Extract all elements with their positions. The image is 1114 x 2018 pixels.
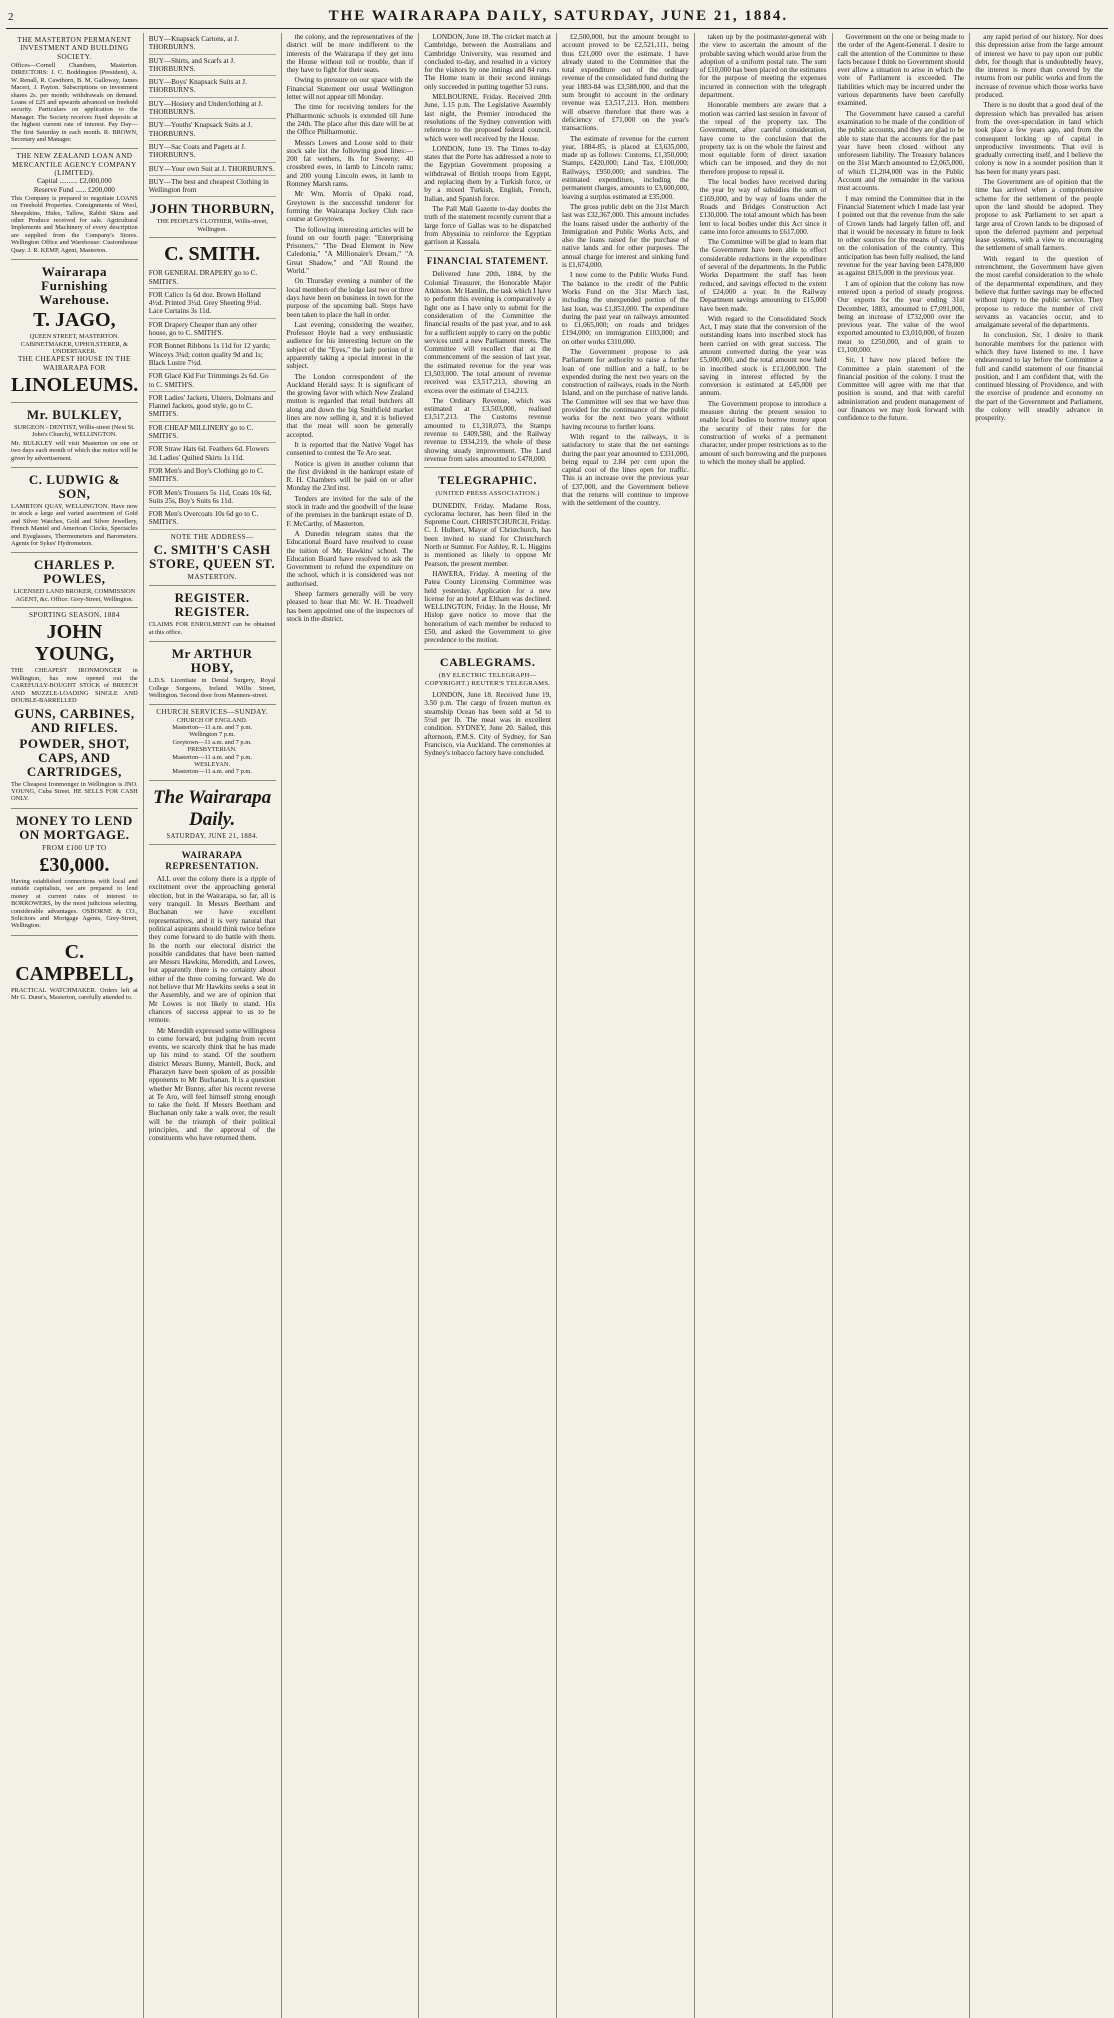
article-paragraph: There is no doubt that a good deal of the depression which has prevailed has arisen from the over-speculation in land which took place a few years ago, and from the consequent locking up of capital in unproductive investments. That evil is gradually correcting itself, and I believe the colony is now in a sounder position than it has been for many years past. bbox=[975, 101, 1103, 176]
editorial-title: WAIRARAPA REPRESENTATION. bbox=[165, 850, 259, 872]
cablegrams-title: CABLEGRAMS. bbox=[439, 654, 536, 669]
list-item: FOR Bonnet Ribbons 1s 11d for 12 yards; Winceys 3¾d; cotton quality 9d and 1s; Black Lustre 7½d. bbox=[149, 340, 276, 370]
ad-text-2: Mr. BULKLEY will visit Masterton on one or two days each month of which due notice will be given by advertisement. bbox=[11, 439, 138, 462]
list-item: FOR Men's Overcoats 10s 6d go to C. SMITH'S. bbox=[149, 508, 276, 530]
ad-name: C. SMITH. bbox=[164, 243, 261, 266]
article-paragraph: DUNEDIN, Friday. Madame Ross, cyclorama lecturer, has been filed in the Supreme Court. CHRISTCHURCH, Friday. C. J. Hulbert, Mayor of Christchurch, has been invited to stand for Christchurch North or Sumner. For Ashley, R. L. Higgins is mentioned as likely to oppose Mr Pearson, the present member. bbox=[424, 501, 551, 568]
list-item: BUY—Youths' Knapsack Suits at J. THORBURN'S. bbox=[149, 119, 276, 141]
article-paragraph: The Pall Mall Gazette to-day doubts the truth of the statement recently current that a large force of Gallas was to be dispatched from Abyssinia to reinforce the Egyptian garrison at Kassala. bbox=[424, 204, 551, 247]
thorburn-ads bbox=[149, 33, 276, 197]
article-paragraph: Delivered June 20th, 1884, by the Colonial Treasurer, the Honorable Major Atkinson. Mr Hamlin, the task which I have to perform this evening is comparatively a light one as I have only to submit for the consideration of the Committee the financial results of the past year, and to ask for a sufficient supply to carry on the public services until a new Parliament meets. The Committee will recollect that at the commencement of the session of last year, the estimated revenue for the year was £3,503,000. The total amount of revenue received was £3,517,213, showing an excess over the estimate of £14,213. bbox=[424, 270, 552, 395]
list-item: Masterton—11 a.m. and 7 p.m. bbox=[172, 724, 252, 732]
ad-title: THE NEW ZEALAND LOAN AND MERCANTILE AGENCY COMPANY (LIMITED). bbox=[12, 152, 137, 177]
ad-text: CLAIMS FOR ENROLMENT can be obtained at this office. bbox=[148, 621, 276, 636]
ad-title: Wairarapa Furnishing Warehouse. bbox=[39, 264, 110, 308]
ad-name: C. CAMPBELL, bbox=[15, 940, 134, 985]
article-paragraph: taken up by the postmaster-general with the view to ascertain the amount of the probable saving which would arise from the adoption of a uniform postal rate. The sum of £10,000 has been placed on the estimates for the purpose of meeting the expenses incurred in connection with the telegraph department. bbox=[699, 33, 827, 100]
article-paragraph: With regard to the railways, it is satisfactory to state that the net earnings during the past year amounted to £331,000, being equal to 2.84 per cent upon the capital cost of the lines open for traffic. This is an increase over the previous year of £37,000, and the Government believe that the returns will continue to improve with the settlement of the country. bbox=[562, 432, 689, 508]
article-paragraph: A Dunedin telegram states that the Educational Board have resolved to cease the tuition of Mr. Hawkins' school. The Education Board have resolved to ask the Government to refund the expenditure on the school, which it is considered was not authorised. bbox=[286, 529, 414, 588]
ad-powles bbox=[11, 553, 138, 608]
ad-line: QUEEN STREET, MASTERTON. CABINETMAKER, UPHOLSTERER, & UNDERTAKER. bbox=[20, 333, 128, 355]
ad-title: MONEY TO LEND ON MORTGAGE. bbox=[15, 812, 133, 842]
list-item: BUY—Knapsack Cartons, at J. THORBURN'S. bbox=[149, 33, 276, 55]
list-item: Masterton—11 a.m. and 7 p.m. bbox=[172, 753, 252, 761]
article-paragraph: Last evening, considering the weather, Professor Hoyle had a very enthusiastic audience for his interesting lecture on the subject of the "Eyes," the lady portion of it apparently taking a special interest in the subject. bbox=[286, 320, 414, 371]
article-paragraph: I am of opinion that the colony has now entered upon a period of steady progress. Our exports for the year ending 31st December, 1883, amounted to £7,091,000, being an increase of £732,000 over the previous year. The value of the wool exported amounted to £3,010,000, of frozen meat to £250,000, and of grain to £1,100,000. bbox=[837, 279, 965, 354]
ad-name: Mr ARTHUR HOBY, bbox=[171, 646, 253, 676]
ad-title: REGISTER. REGISTER. bbox=[174, 590, 250, 620]
article-paragraph: The following interesting articles will be found on our fourth page: "Enterprising Prisoners," "The Dead Element in New Caledonia," "A Millionaire's Dream," "A Great Shadow," and "All Round the World." bbox=[286, 225, 414, 276]
article-paragraph: The time for receiving tenders for the Philharmonic schools is extended till June the 24th. The place after this date will be at the Office Philharmonic. bbox=[286, 103, 414, 137]
article-paragraph: HAWERA, Friday. A meeting of the Patea County Licensing Committee was held yesterday. Application for a new license for an hotel at Eltham was declined. WELLINGTON, Friday. In the House, Mr Hislop gave notice to move that the honorarium of each member be reduced to £50, and asked the Government to give precedence to the motion. bbox=[424, 569, 551, 645]
article-paragraph: Government on the one or being made to the order of the Agent-General. I desire to call the attention of the Committee to these facts because I think no Government should ever allow a situation to arise in which the vote of Parliament is exceeded. The liabilities which may be incurred under the various departments have been carefully examined. bbox=[837, 33, 965, 108]
divider bbox=[424, 467, 551, 468]
article-paragraph: The Government propose to ask Parliament for authority to raise a further loan of one million and a half, to be expended during the next two years on the construction of railways, roads in the North Island, and on the purchase of native lands. The Committee will see that we have thus provided for the continuance of the public works for the next two years without having recourse to further loans. bbox=[562, 347, 689, 431]
column-8 bbox=[970, 33, 1108, 2018]
article-paragraph: the colony, and the representatives of the district will be more indifferent to the interests of the Wairarapa if they get into the House without toil or trouble, than if they have to fight for their seats. bbox=[286, 33, 414, 75]
list-item: FOR Calico 1s 6d doz. Brown Holland 4½d. Printed 3½d. Grey Sheeting 9½d. Lace Curtains 3s 11d. bbox=[149, 289, 276, 319]
column-3 bbox=[282, 33, 420, 2018]
ad-register bbox=[149, 586, 276, 642]
article-paragraph: any rapid period of our history. Nor does this depression arise from the large amount of interest we have to pay upon our public debt, for though that is undoubtedly heavy, the interest is more than covered by the returns from our public works and from the increase of revenue which those works have produced. bbox=[975, 33, 1103, 100]
ad-name: C. LUDWIG & SON, bbox=[28, 471, 120, 501]
divider bbox=[424, 250, 551, 251]
ad-notice: NOTE THE ADDRESS— bbox=[170, 532, 254, 541]
ad-text: LAMBTON QUAY, WELLINGTON. Have now in stock a large and varied assortment of Gold and Silver Watches, Gold and Silver Jewellery, French Mantel and American Clocks, Spectacles and Eyeglasses, Thermometers and Barometers. Agents for Sykes' Hydrometers. bbox=[11, 502, 138, 547]
list-item: WESLEYAN. bbox=[194, 761, 231, 769]
article-paragraph: The Government have caused a careful examination to be made of the condition of the public accounts, and they are glad to be able to state that the accounts for the past year have been closed without any unforeseen liability. The Treasury balances on the 31st March amounted to £2,065,000, of which £1,204,000 was in the Public Account and the remainder in the various trust accounts. bbox=[837, 109, 965, 193]
list-item: Greytown—11 a.m. and 7 p.m. bbox=[172, 738, 252, 746]
article-paragraph: LONDON, June 19. The Times to-day states that the Porte has addressed a note to the Egyptian Government proposing a withdrawal of British troops from Egypt, and replacing them by a Turkish force, or by a mixed Turkish, English, French, Italian, and Spanish force. bbox=[424, 144, 551, 203]
ad-text: THE CHEAPEST IRONMONGER in Wellington, has now opened out the CAREFULLY-BOUGHT STOCK of BREECH AND MUZZLE-LOADING SINGLE AND DOUBLE-BARRELLED bbox=[11, 667, 138, 705]
list-item: FOR Glacé Kid Fur Trimmings 2s 6d. Go to C. SMITH'S. bbox=[149, 370, 276, 392]
masthead bbox=[6, 8, 1108, 29]
ad-capital: Capital .......... £2,000,000 bbox=[37, 177, 112, 186]
article-paragraph: LONDON, June 18. Received June 19, 3.50 p.m. The cargo of frozen mutton ex steamship Ocean has been sold at 5d to 5½d per lb. The meat was in excellent condition. SYDNEY, June 20. Sailed, this afternoon, P.M.S. City of Sydney, for San Francisco, via Auckland. The ceremonies at Sydney's tobacco factory have concluded. bbox=[424, 691, 551, 758]
ad-range: FROM £100 UP TO bbox=[42, 843, 107, 852]
cablegrams-sub: (BY ELECTRIC TELEGRAPH—COPYRIGHT.) REUTER'S TELEGRAMS. bbox=[424, 671, 551, 687]
list-item: Wellington 7 p.m. bbox=[189, 731, 236, 739]
ad-text: SURGEON - DENTIST, Willis-street (Next St. John's Church), WELLINGTON. bbox=[14, 423, 135, 439]
article-paragraph: I may remind the Committee that in the Financial Statement which I made last year I pointed out that the revenue from the sale of Crown lands had largely fallen off, and that it would be necessary in future to look to other sources for the means of carrying on the colonisation of the country. This anticipation has been fully realised, the land revenue for the year having been £478,000 as against £815,000 in the previous year. bbox=[837, 194, 965, 278]
ad-town: MASTERTON. bbox=[187, 572, 237, 581]
ad-text: Having established connections with local and outside capitalists, we are prepared to lend money at current rates of interest to BORROWERS, by the most judicious selecting, considerable advantages. OSBORNE & CO., Solicitors and Mortgage Agents, Grey-Street, Wellington. bbox=[11, 878, 138, 930]
ad-title: SPORTING SEASON, 1884 bbox=[28, 611, 120, 620]
ad-campbell bbox=[11, 936, 138, 1007]
article-paragraph: £2,500,000, but the amount brought to account proved to be £2,521,111, being thus £21,000 over the estimate. I have already stated to the Committee that the total expenditure out of the ordinary revenue of the consolidated fund during the year 1883-84 was £3,588,000, and that the sum brought to account in the ordinary revenue was £3,517,213. Hon. members will observe therefore that there was a deficiency of £71,000 on the year's transactions. bbox=[562, 33, 689, 133]
list-item: FOR Men's and Boy's Clothing go to C. SMITH'S. bbox=[149, 465, 276, 487]
masthead-title: THE WAIRARAPA DAILY, SATURDAY, JUNE 21, 1884. bbox=[328, 8, 789, 24]
article-paragraph: Honorable members are aware that a motion was carried last session in favour of the repeal of the property tax. The Government, after careful consideration, have come to the conclusion that the property tax is on the whole the fairest and most equitable form of direct taxation which can be imposed, and they do not therefore propose to repeal it. bbox=[699, 101, 827, 176]
ad-sporting bbox=[11, 608, 138, 809]
list-item: FOR GENERAL DRAPERY go to C. SMITH'S. bbox=[149, 267, 276, 289]
ad-text: L.D.S. Licentiate in Dental Surgery, Royal College Surgeons, Ireland. Willis Street, Wellington. Second door from Manners-street. bbox=[148, 677, 276, 699]
ad-powder: POWDER, SHOT, CAPS, AND CARTRIDGES, bbox=[19, 735, 130, 779]
ad-building-society bbox=[11, 33, 138, 149]
article-paragraph: The Government are of opinion that the time has arrived when a comprehensive scheme for the settlement of the people upon the land should be adopted. They propose to ask Parliament to set apart a large area of Crown lands to be disposed of upon the deferred payment and perpetual lease systems, with a view to encouraging the settlement of small farmers. bbox=[975, 178, 1103, 253]
ad-dentist bbox=[11, 403, 138, 468]
church-title: CHURCH SERVICES—SUNDAY. bbox=[156, 708, 268, 717]
list-item: BUY—Sac Coats and Pagets at J. THORBURN'S. bbox=[149, 141, 276, 163]
article-paragraph: The London correspondent of the Auckland Herald says: It is significant of the growing favor with which New Zealand mutton is regarded that retail butchers all along and down the big Smithfield market lines are now selling it, and it is believed that the meat will soon be generally accepted. bbox=[286, 372, 414, 439]
list-item: FOR CHEAP MILLINERY go to C. SMITH'S. bbox=[149, 422, 276, 444]
column-4 bbox=[419, 33, 557, 2018]
ad-hoby bbox=[149, 642, 276, 705]
ad-name: Mr. BULKLEY, bbox=[26, 406, 122, 422]
article-paragraph: Notice is given in another column that the first dividend in the bankrupt estate of R. H. Chambers will be paid on or after Monday the 23rd inst. bbox=[286, 459, 414, 493]
columns bbox=[6, 33, 1108, 2018]
ad-name: JOHN THORBURN, bbox=[149, 201, 275, 217]
telegraphic-sub: (UNITED PRESS ASSOCIATION.) bbox=[435, 490, 540, 498]
list-item: Masterton—11 a.m. and 7 p.m. bbox=[172, 768, 252, 776]
article-paragraph: LONDON, June 18. The cricket match at Cambridge, between the Australians and Cambridge University, was resumed and concluded to-day, and resulted in a victory for the visitors by one innings and 84 runs. The Home team in their second innings only succeeded in putting together 53 runs. bbox=[424, 33, 551, 91]
column-2 bbox=[144, 33, 282, 2018]
list-item: BUY—Hosiery and Underclothing at J. THORBURN'S. bbox=[149, 98, 276, 120]
article-paragraph: Tenders are invited for the sale of the stock in trade and the goodwill of the lease of the premises in the bankrupt estate of D. F. McCarthy, of Masterton. bbox=[286, 494, 414, 528]
article-paragraph: With regard to the Consolidated Stock Act, I may state that the conversion of the outstanding loans into inscribed stock has been carried on with great success. The amount converted during the year was £5,000,000, and the total amount now held in inscribed stock is £13,000,000. The saving in interest effected by the conversion is estimated at £45,000 per annum. bbox=[699, 314, 827, 398]
ad-text: This Company is prepared to negotiate LOANS on Freehold Properties. Consignments of Wool, Sheepskins, Hides, Tallow, Rabbit Skins and other Produce received for sale. Agricultural Implements and Machinery of every description are supplied from the Company's Stores. Wellington Office and Warehouse: Customhouse Quay. J. R. KEMP, Agent, Masterton. bbox=[11, 194, 138, 254]
article-paragraph: Messrs Lowes and Loose sold to their stock sale list the following good lines:—200 fat wethers, 8s for Sweeny; 40 crossbred ewes, in lamb to Lincoln rams; and 200 young Lincoln ewes, in lamb to Romney Marsh rams. bbox=[286, 138, 414, 189]
column-1 bbox=[6, 33, 144, 2018]
article-paragraph: Mr Wm. Morris of Opaki road, Greytown is the successful tenderer for forming the Wairarapa Jockey Club race course at Greytown. bbox=[286, 190, 414, 224]
list-item: CHURCH OF ENGLAND. bbox=[176, 716, 248, 724]
list-item: FOR Drapery Cheaper than any other house, go to C. SMITH'S. bbox=[149, 319, 276, 341]
ad-text: Offices—Cornell Chambers, Masterton. DIRECTORS: J. C. Boddington (President), A. W. Renall, R. Cawthorn, B. M. Galloway, James Maceri, J. Payton. Subscriptions on investment shares 2s. per month; withdrawals on demand. Loans of £25 and upwards advanced on freehold security. Particulars on application to the Manager. The Society receives fixed deposits at the highest current rate of interest. Pay Day—The first Saturday in each month. R. BROWN, Secretary and Manager. bbox=[11, 61, 138, 143]
ad-name: JOHN YOUNG, bbox=[34, 621, 115, 666]
ad-name: CHARLES P. POWLES, bbox=[33, 557, 115, 587]
financial-statement-title: FINANCIAL STATEMENT. bbox=[426, 256, 549, 267]
ad-ludwig bbox=[11, 468, 138, 553]
ad-sub: THE PEOPLE'S CLOTHIER, Willis-street, Wellington. bbox=[156, 218, 268, 233]
list-item: BUY—Shirts, and Scarfs at J. THORBURN'S. bbox=[149, 55, 276, 77]
masthead-spacer bbox=[1103, 11, 1106, 23]
article-paragraph: In conclusion, Sir, I desire to thank honorable members for the patience with which they have listened to me. I have endeavoured to lay before the Committee a full and candid statement of our financial position, and I am confident that, with the continued blessing of Providence, and with the exercise of prudence and economy on the part of the Government and Parliament, the colony will steadily advance in prosperity. bbox=[975, 331, 1103, 423]
paper-name: The Wairarapa Daily. bbox=[153, 786, 272, 830]
list-item: BUY—Boys' Knapsack Suits at J. THORBURN'S. bbox=[149, 76, 276, 98]
article-paragraph: MELBOURNE, Friday. Received 20th June, 1.15 p.m. The Legislative Assembly last night, the Premier introduced the resolutions of the Sydney convention with reference to the proposed federal council, which were well received by the House. bbox=[424, 93, 551, 143]
list-item: FOR Ladies' Jackets, Ulsters, Dolmans and Flannel Jackets, good style, go to C. SMITH'S. bbox=[149, 392, 276, 422]
ad-title: THE MASTERTON PERMANENT INVESTMENT AND BUILDING SOCIETY. bbox=[17, 36, 132, 61]
article-paragraph: The Committee will be glad to learn that the Government have been able to effect considerable reductions in the expenditure of several of the departments. In the Public Works Department the staff has been reduced, and savings effected to the extent of £24,000 a year. In the Railway Department savings amounting to £15,000 have been made. bbox=[699, 238, 827, 313]
ad-loan-agency bbox=[11, 149, 138, 260]
article-paragraph: On Thursday evening a number of the local members of the lodge last two or three days have been on business in town for the purpose of the upcoming ball. Steps have been taken to place the hall in order. bbox=[286, 277, 414, 319]
list-item: FOR Straw Hats 6d. Feathers 6d. Flowers 3d. Ladies' Quilted Skirts 1s 11d. bbox=[149, 443, 276, 465]
telegraphic-title: TELEGRAPHIC. bbox=[438, 473, 538, 488]
list-item: BUY—Your own Suit at J. THORBURN'S. bbox=[149, 163, 276, 176]
ad-tail: The Cheapest Ironmonger in Wellington is JNO. YOUNG, Cuba Street. HE SELLS FOR CASH ONLY. bbox=[11, 780, 138, 803]
column-6 bbox=[695, 33, 833, 2018]
ad-reserve: Reserve Fund ...... £200,000 bbox=[33, 185, 115, 194]
ad-guns: GUNS, CARBINES, AND RIFLES. bbox=[14, 705, 135, 735]
article-paragraph: It is reported that the Native Vogel has consented to contest the Te Aro seat. bbox=[286, 440, 414, 458]
editorial-text: ALL over the colony there is a ripple of excitement over the approaching general election, but in the Wairarapa, so far, all is very tranquil. In Messrs Beetham and Buchanan we have excellent representatives, and it is very natural that political aspirants should think twice before they come forward to do battle with them. In the north our electoral district the possible candidates that have been named are Messrs Hawkins, Meredith, and Lowes, but apparently there is no certainty about either of the three coming forward. We do not believe that Mr Hawkins seeks a seat in the Assembly, and we are of opinion that Mr Lowes is not likely to stand. His chances of success appear to us to be remote. bbox=[148, 875, 276, 1025]
list-item: PRESBYTERIAN. bbox=[187, 746, 237, 754]
article-paragraph: The gross public debt on the 31st March last was £32,367,000. This amount includes the loans raised under the authority of the Immigration and Public Works Acts, and also the loans raised for the purchase of native lands and for other purposes. The annual charge for interest and sinking fund is £1,674,000. bbox=[562, 202, 689, 270]
ad-name: T. JAGO, bbox=[33, 309, 116, 332]
ad-text: PRACTICAL WATCHMAKER. Orders left at Mr G. Dunn's, Masterton, carefully attended to. bbox=[11, 986, 138, 1002]
article-paragraph: The local bodies have received during the year by way of subsidies the sum of £169,000, and by way of loans under the Roads and Bridges Construction Act £130,000. The total amount which has been lent to local bodies under this Act since it came into force amounts to £617,000. bbox=[699, 178, 827, 236]
ad-house: THE CHEAPEST HOUSE IN THE WAIRARAPA FOR bbox=[17, 355, 131, 372]
article-paragraph: Sir, I have now placed before the Committee a plain statement of the financial position of the colony. I trust the Committee will agree with me that that position is sound, and that with careful administration and prudent management of our finances we may look forward with confidence to the future. bbox=[837, 356, 965, 423]
list-item: FOR Men's Trousers 5s 11d, Coats 10s 6d, Suits 25s, Boy's Suits 6s 11d. bbox=[149, 487, 276, 509]
ad-smith bbox=[149, 238, 276, 586]
article-paragraph: With regard to the question of retrenchment, the Government have given the most careful consideration to the whole of the departmental expenditure, and they believe that further savings may be effected without injury to the public service. They propose to reduce the number of civil servants as vacancies occur, and to amalgamate several of the departments. bbox=[975, 254, 1103, 330]
article-paragraph: The Government propose to introduce a measure during the present session to enable local bodies to borrow money upon the security of their rates for the construction of works of a permanent character, under proper restrictions as to the amount of such borrowing and the purposes to which the money shall be applied. bbox=[699, 399, 827, 466]
ad-thorburn bbox=[149, 197, 276, 238]
article-paragraph: The Ordinary Revenue, which was estimated at £3,503,000, realised £3,517,213. The Customs revenue amounted to £1,318,073, the Stamps revenue to £409,580, and the Railway revenue to £934,219, the whole of these showing steady improvement. The Land revenue from sales amounted to £478,000. bbox=[424, 396, 551, 463]
article-paragraph: Owing to pressure on our space with the Financial Statement our usual Wellington letter will not appear till Monday. bbox=[286, 76, 414, 102]
ad-store: C. SMITH'S CASH STORE, QUEEN ST. bbox=[149, 541, 276, 571]
ad-text: LICENSED LAND BROKER, COMMISSION AGENT, &c. Office: Grey-Street, Wellington. bbox=[13, 588, 136, 603]
editorial-text-2: Mr Meredith expressed some willingness to come forward, but judging from recent events, we scarcely think that he has made up his mind to stand. Of the southern district Messrs Bunny, Mantell, Buck, and Pharazyn have been spoken of as possible opponents to Mr Buchanan. It is a question whether Mr Bunny, after his recent reverse at Te Aro, will feel himself strong enough to take the field. If Messrs Beetham and Buchanan only take a walk over, the result will be the triumph of their political principles, and the approval of the constituents who have returned them. bbox=[148, 1026, 276, 1143]
column-5 bbox=[557, 33, 695, 2018]
article-paragraph: Sheep farmers generally will be very pleased to hear that Mr. W. H. Treadwell has been appointed one of the inspectors of stock in the district. bbox=[286, 590, 414, 623]
paper-date: SATURDAY, JUNE 21, 1884. bbox=[149, 833, 276, 845]
ad-money-lend bbox=[11, 809, 138, 936]
page-number: 2 bbox=[8, 11, 14, 23]
column-7 bbox=[833, 33, 971, 2018]
article-paragraph: The estimate of revenue for the current year, 1884-85, is placed at £3,635,000, made up as follows: Customs, £1,350,000; Stamps, £420,000; Land Tax, £100,000; Railways, £950,000; and sundries. The estimated expenditure, including the permanent charges, amounts to £3,600,000, leaving a surplus estimated at £35,000. bbox=[562, 134, 689, 201]
church-services bbox=[149, 705, 276, 781]
ad-amount: £30,000. bbox=[39, 854, 110, 877]
ad-furnishing bbox=[11, 260, 138, 403]
divider bbox=[424, 649, 551, 650]
list-item: BUY—The best and cheapest Clothing in Wellington from bbox=[149, 176, 276, 198]
ad-product: LINOLEUMS. bbox=[11, 373, 139, 396]
article-paragraph: I now come to the Public Works Fund. The balance to the credit of the Public Works Fund on the 31st March last, including the unexpended portion of the last loan, was £1,853,000. The expenditure during the past year on railways amounted to £1,065,000; on roads and bridges £194,000; on immigration £103,000; and on other works £310,000. bbox=[562, 271, 689, 346]
